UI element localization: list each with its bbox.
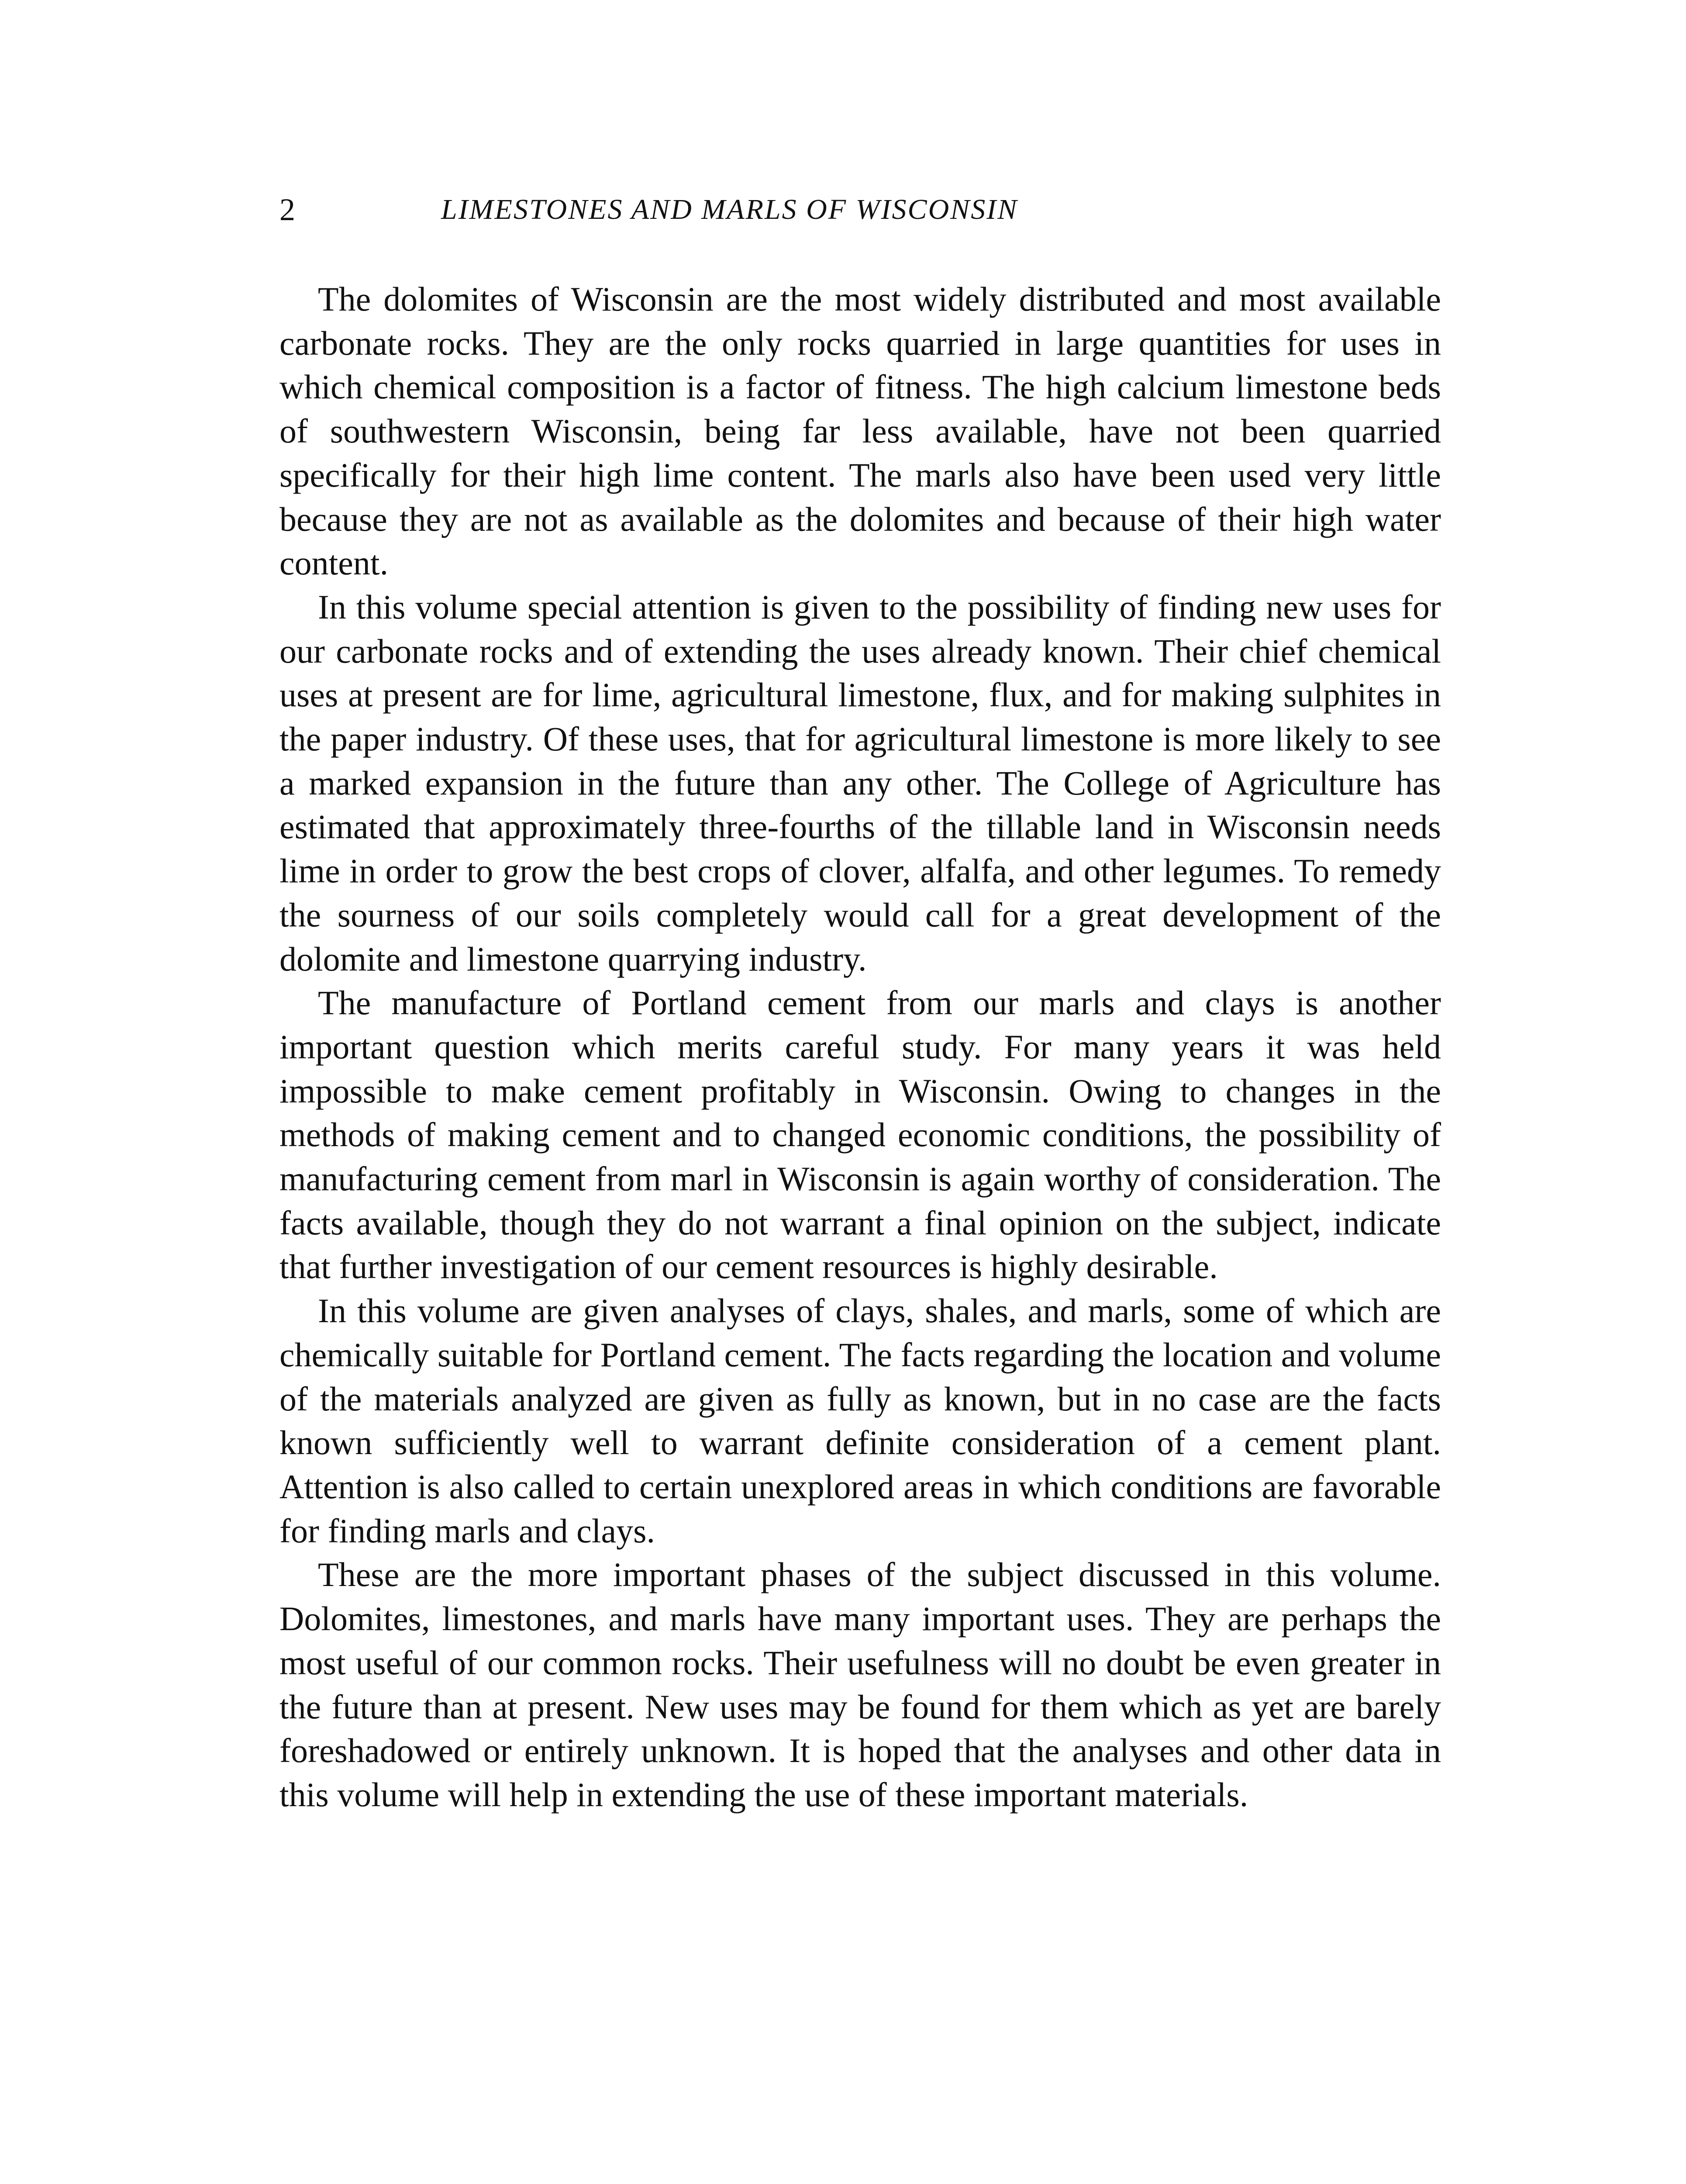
page-header [279, 188, 1441, 240]
running-title: LIMESTONES AND MARLS OF WISCONSIN [441, 194, 1018, 225]
paragraph-analyses: In this volume are given analyses of clays, shales, and marls, some of which are chemically suitable for Portland cement. The facts regarding the location and volume of the materials analyzed are given as fully as known, but in no case are the facts known sufficiently well to warrant definite consideration of a cement plant. Attention is also called to certain unexplored areas in which conditions are favorable for finding marls and clays. [279, 1292, 1441, 1550]
page-number: 2 [279, 192, 295, 227]
body-text [279, 277, 1441, 1817]
paragraph-dolomites: The dolomites of Wisconsin are the most widely distributed and most available carbonate rocks. They are the only rocks quarried in large quantities for uses in which chemical composition is a factor of fitness. The high calcium limestone beds of southwestern Wisconsin, being far less available, have not been quarried specifically for their high lime content. The marls also have been used very little because they are not as available as the dolomites and because of their high water content. [279, 280, 1441, 582]
paragraph-summary: These are the more important phases of the subject discussed in this volume. Dolomites, limestones, and marls have many important uses. They are perhaps the most useful of our common rocks. Their usefulness will no doubt be even greater in the future than at present. New uses may be found for them which as yet are barely foreshadowed or entirely unknown. It is hoped that the analyses and other data in this volume will help in extending the use of these important materials. [279, 1555, 1441, 1814]
paragraph-new-uses: In this volume special attention is given to the possibility of finding new uses for our carbonate rocks and of extending the uses already known. Their chief chemical uses at present are for lime, agricultural limestone, flux, and for making sulphites in the paper industry. Of these uses, that for agricultural limestone is more likely to see a marked expansion in the future than any other. The College of Agriculture has estimated that approximately three-fourths of the tillable land in Wisconsin needs lime in order to grow the best crops of clover, alfalfa, and other legumes. To remedy the sourness of our soils completely would call for a great development of the dolomite and limestone quarrying industry. [279, 587, 1441, 978]
paragraph-portland-cement: The manufacture of Portland cement from our marls and clays is another important question which merits careful study. For many years it was held impossible to make cement profitably in Wisconsin. Owing to changes in the methods of making cement and to changed economic conditions, the possibility of manufacturing cement from marl in Wisconsin is again worthy of consideration. The facts available, though they do not warrant a final opinion on the subject, indicate that further investigation of our cement resources is highly desirable. [279, 984, 1441, 1286]
